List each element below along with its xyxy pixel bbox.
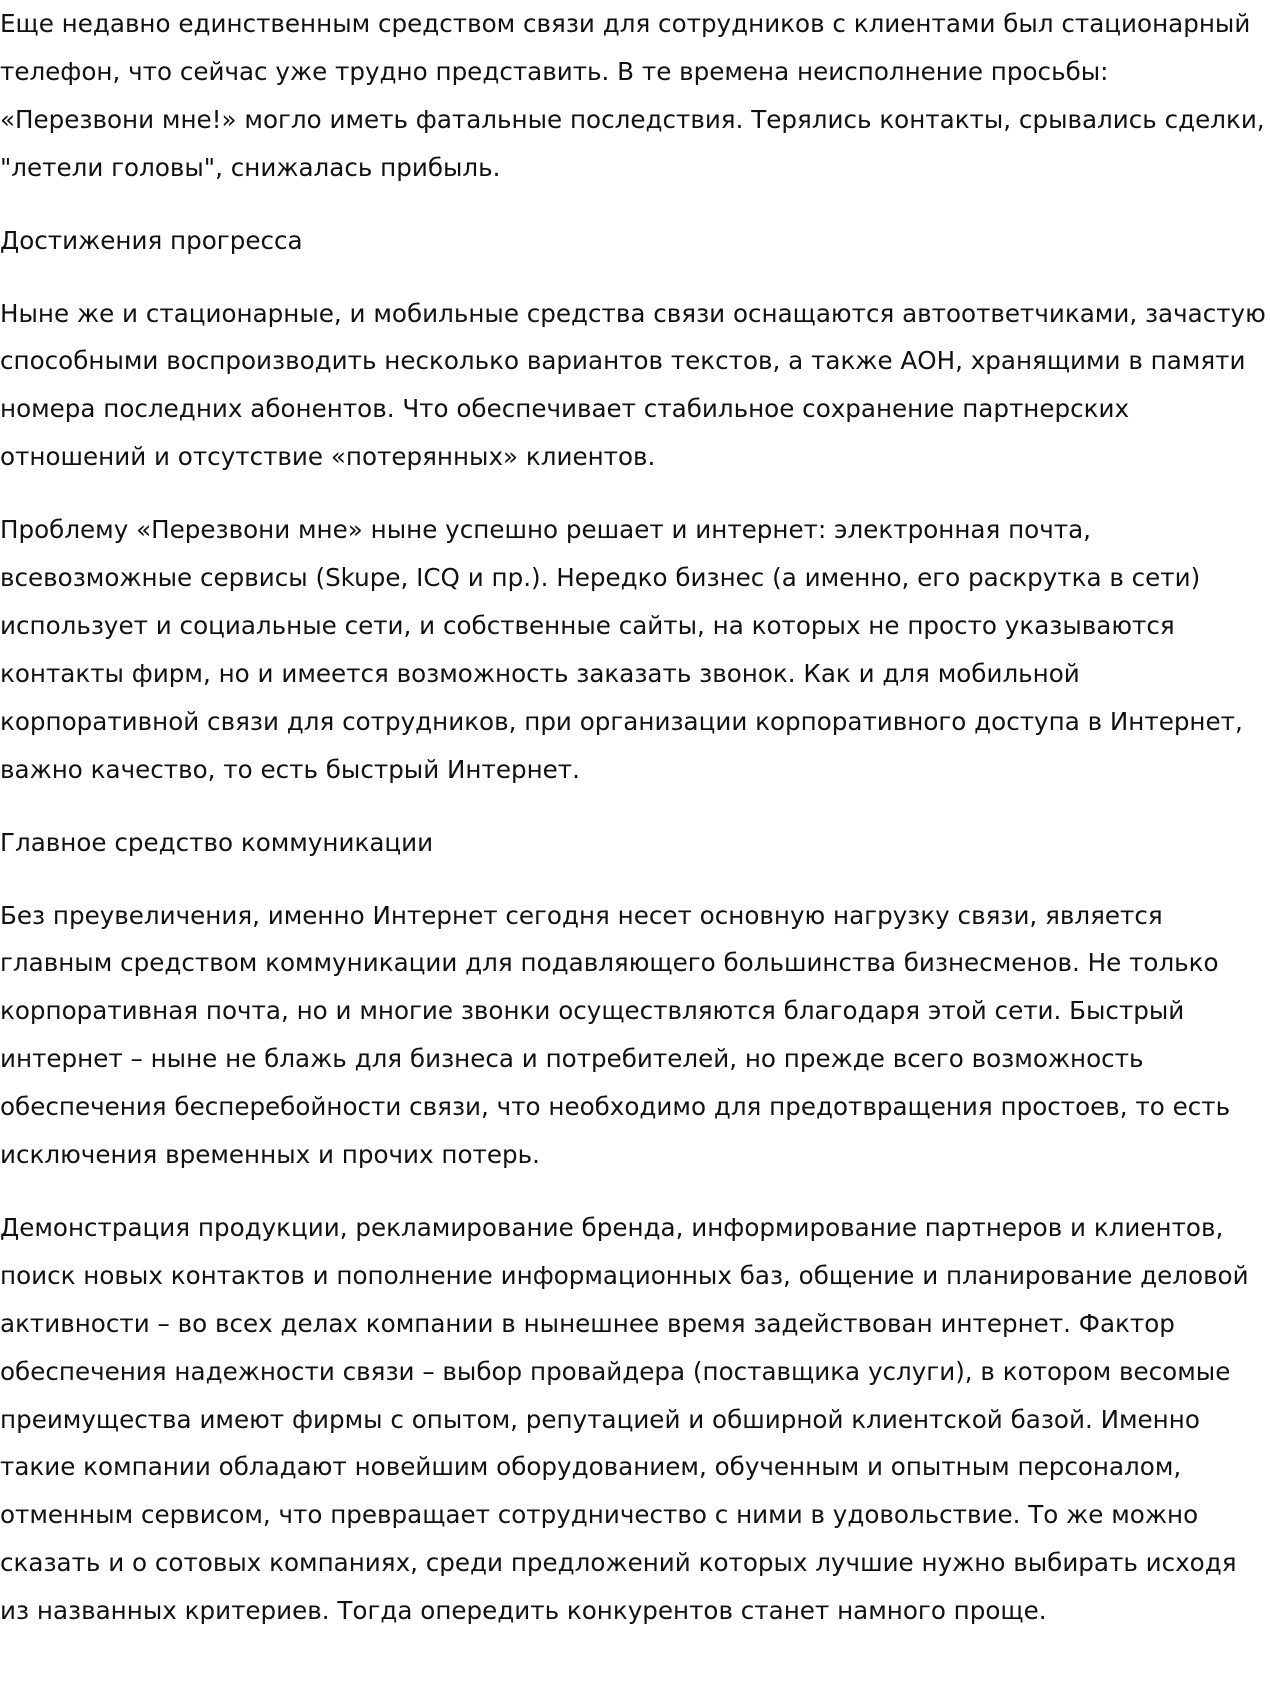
- paragraph-provider-choice: Демонстрация продукции, рекламирование бренда, информирование партнеров и клиентов, поиск новых контактов и пополнение информационных баз, общение и планирование деловой активности – во всех делах компании в нынешнее время задействован интернет. Фактор обеспечения надежности связи – выбор провайдера (поставщика услуги), в котором весомые преимущества имеют фирмы с опытом, репутацией и обширной клиентской базой. Именно такие компании обладают новейшим оборудованием, обученным и опытным персоналом, отменным сервисом, что превращает сотрудничество с ними в удовольствие. То же можно сказать и о сотовых компаниях, среди предложений которых лучшие нужно выбирать исходя из названных критериев. Тогда опередить конкурентов станет намного проще.: [0, 1212, 1249, 1626]
- paragraph-internet-services: Проблему «Перезвони мне» ныне успешно решает и интернет: электронная почта, всевозможные сервисы (Skupe, ICQ и пр.). Нередко бизнес (а именно, его раскрутка в сети) использует и социальные сети, и собственные сайты, на которых не просто указываются контакты фирм, но и имеется возможность заказать звонок. Как и для мобильной корпоративной связи для сотрудников, при организации корпоративного доступа в Интернет, важно качество, то есть быстрый Интернет.: [0, 515, 1243, 784]
- section-heading-progress: Достижения прогресса: [0, 225, 303, 255]
- paragraph-internet-main: Без преувеличения, именно Интернет сегодня несет основную нагрузку связи, является главным средством коммуникации для подавляющего большинства бизнесменов. Не только корпоративная почта, но и многие звонки осуществляются благодаря этой сети. Быстрый интернет – ныне не блажь для бизнеса и потребителей, но прежде всего возможность обеспечения бесперебойности связи, что необходимо для предотвращения простоев, то есть исключения временных и прочих потерь.: [0, 900, 1231, 1170]
- paragraph-answering-machines: Ныне же и стационарные, и мобильные средства связи оснащаются автоответчиками, зачастую способными воспроизводить несколько вариантов текстов, а также АОН, хранящими в памяти номера последних абонентов. Что обеспечивает стабильное сохранение партнерских отношений и отсутствие «потерянных» клиентов.: [0, 298, 1266, 472]
- intro-paragraph: Еще недавно единственным средством связи для сотрудников с клиентами был стационарный телефон, что сейчас уже трудно представить. В те времена неисполнение просьбы: «Перезвони мне!» могло иметь фатальные последствия. Терялись контакты, срывались сделки, "летели головы", снижалась прибыль.: [0, 9, 1265, 182]
- section-heading-communication: Главное средство коммуникации: [0, 827, 434, 857]
